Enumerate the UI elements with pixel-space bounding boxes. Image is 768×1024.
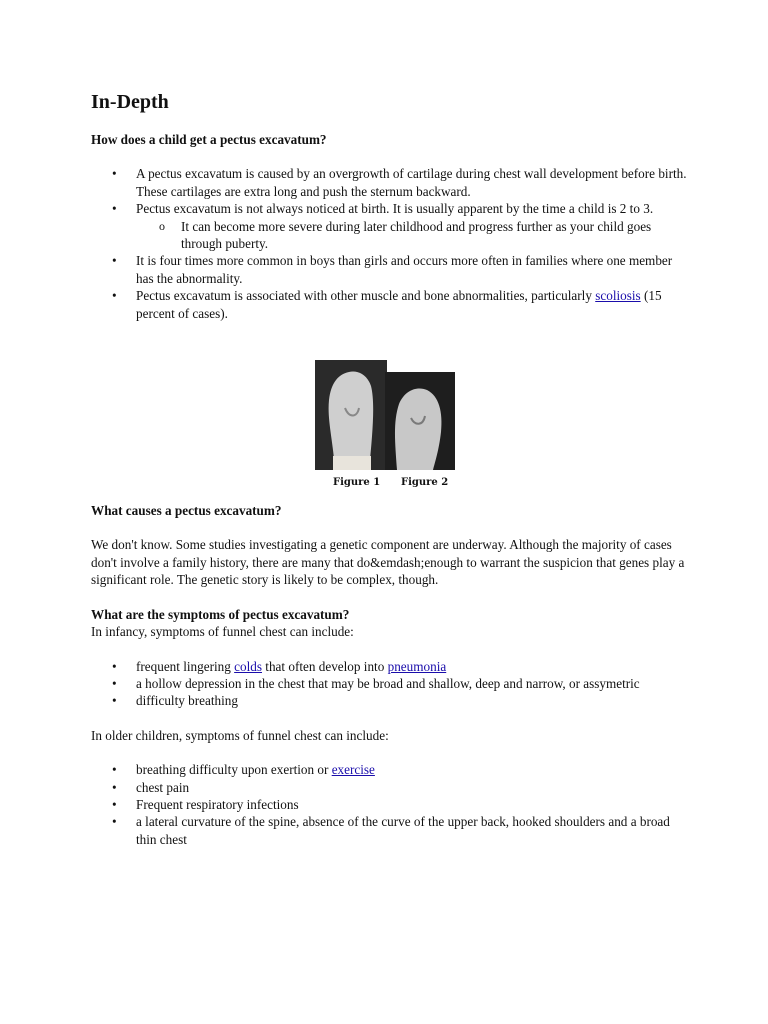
list-item: • It is four times more common in boys than girls and occurs more often in families where one member has the abnormality. xyxy=(91,252,691,287)
document-page xyxy=(91,90,691,848)
list-item: • a hollow depression in the chest that may be broad and shallow, deep and narrow, or assymetric xyxy=(91,675,691,692)
list-item: • difficulty breathing xyxy=(91,692,691,709)
list-item: • A pectus excavatum is caused by an overgrowth of cartilage during chest wall development before birth. These cartilages are extra long and push the sternum backward. xyxy=(91,165,691,200)
list-item: • Frequent respiratory infections xyxy=(91,796,691,813)
list-item xyxy=(91,658,691,675)
exercise-link[interactable]: exercise xyxy=(331,762,375,778)
figure-2-caption: Figure 2 xyxy=(401,477,449,488)
figure-1-caption: Figure 1 xyxy=(333,477,381,488)
how-sublist xyxy=(91,218,691,253)
scoliosis-link[interactable]: scoliosis xyxy=(595,288,641,304)
list-item-text: that often develop into xyxy=(261,658,388,674)
colds-link[interactable]: colds xyxy=(234,658,262,674)
list-item-text: (15 percent of cases). xyxy=(136,288,662,321)
infancy-list xyxy=(91,658,691,710)
section-heading-how: How does a child get a pectus excavatum? xyxy=(91,132,327,147)
figure-2-photo xyxy=(385,372,455,470)
sub-list-item: o It can become more severe during later childhood and progress further as your child goes through puberty. xyxy=(91,218,691,253)
list-item: • chest pain xyxy=(91,779,691,796)
older-intro: In older children, symptoms of funnel chest can include: xyxy=(91,727,389,743)
section-heading-symptoms: What are the symptoms of pectus excavatum? xyxy=(91,606,350,622)
list-item xyxy=(91,287,691,322)
list-item: • a lateral curvature of the spine, absence of the curve of the upper back, hooked shoulders and a broad thin chest xyxy=(91,813,691,848)
older-list xyxy=(91,761,691,848)
how-list-continued xyxy=(91,252,691,322)
how-list xyxy=(91,165,691,217)
causes-paragraph: We don't know. Some studies investigating a genetic component are underway. Although the majority of cases don't involve a family history, there are many that do&emdash;enough to warrant the suspicion that genes play a significant role. The genetic story is likely to be complex, though. xyxy=(91,537,685,588)
list-item-text: Pectus excavatum is associated with other muscle and bone abnormalities, particularly xyxy=(136,288,596,304)
list-item-text: breathing difficulty upon exertion or xyxy=(136,762,332,778)
section-heading-causes: What causes a pectus excavatum? xyxy=(91,503,282,519)
list-item: • Pectus excavatum is not always noticed at birth. It is usually apparent by the time a child is 2 to 3. xyxy=(91,200,691,217)
pneumonia-link[interactable]: pneumonia xyxy=(387,658,447,674)
infancy-intro: In infancy, symptoms of funnel chest can include: xyxy=(91,624,354,640)
figure-photos xyxy=(315,360,455,490)
page-title: In-Depth xyxy=(91,91,169,113)
list-item-text: frequent lingering xyxy=(136,658,235,674)
list-item xyxy=(91,761,691,778)
